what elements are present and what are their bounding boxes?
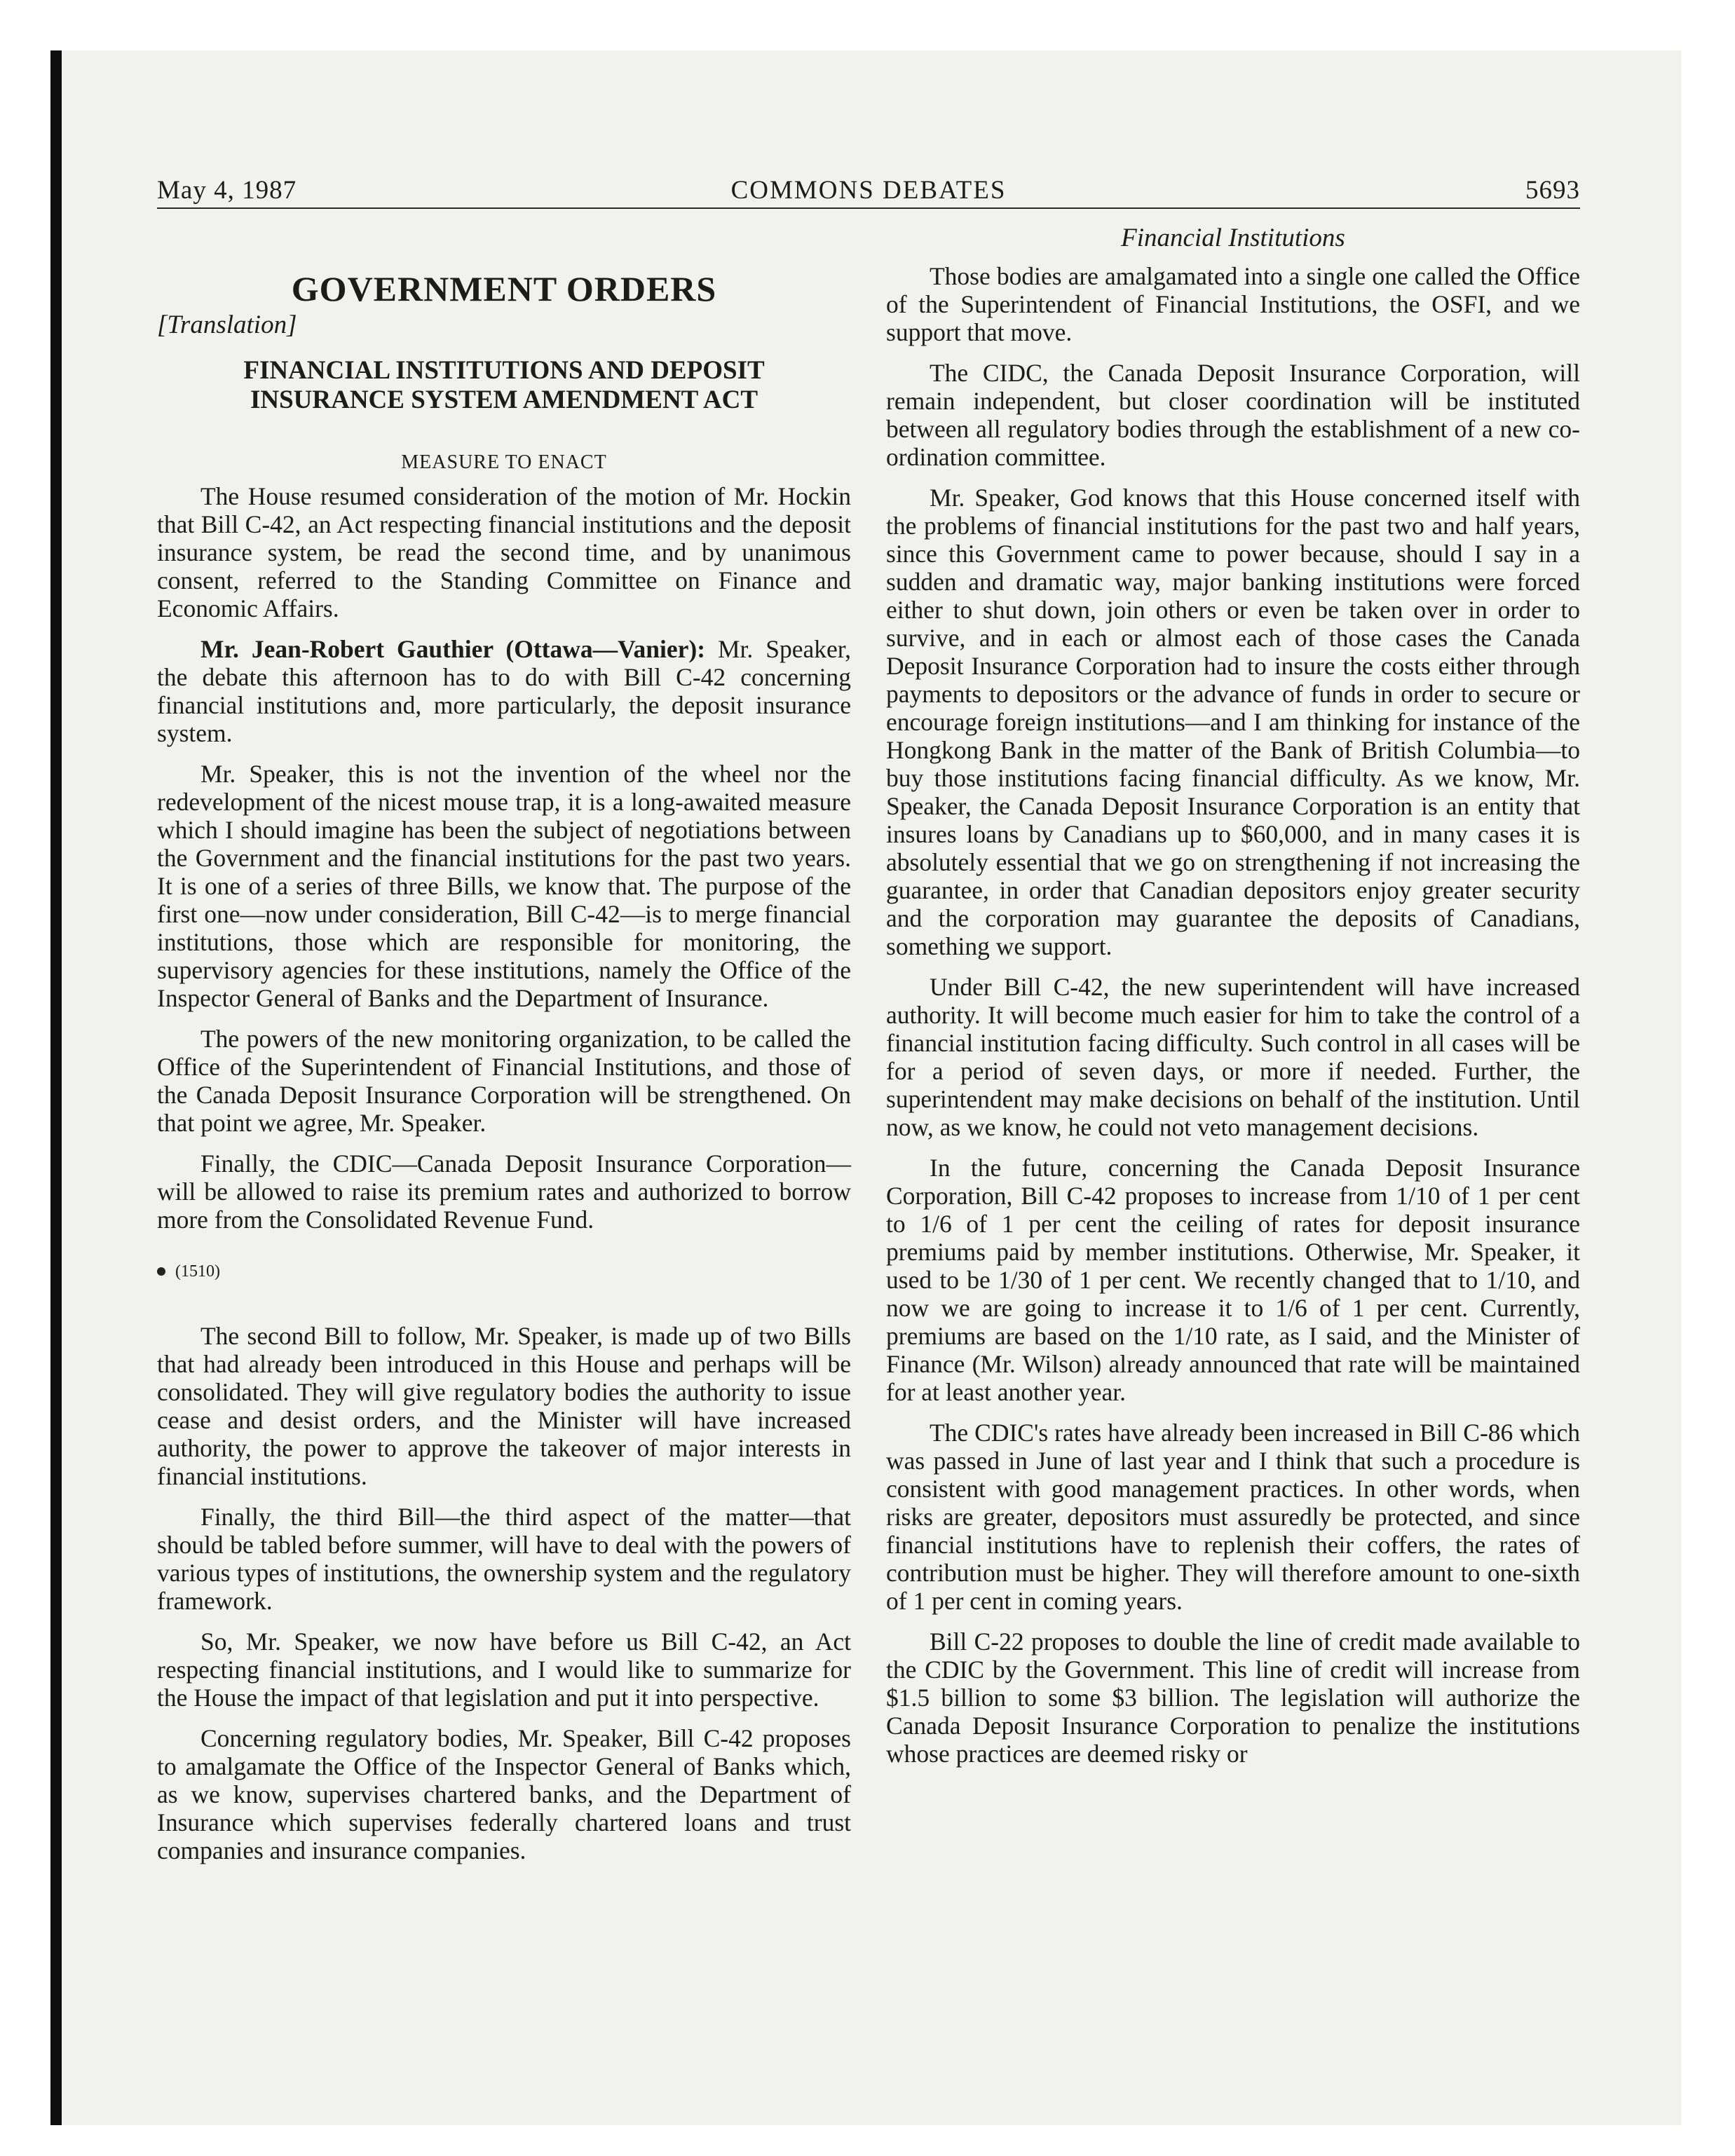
paragraph: The powers of the new monitoring organization, to be called the Office of the Superintendent of Financial Institutions, and those of the Canada Deposit Insurance Corporation will be strengthened. On that point we agree, Mr. Speaker. <box>157 1025 851 1137</box>
paragraph: The CDIC's rates have already been increased in Bill C-86 which was passed in June of last year and I think that such a procedure is consistent with good management practices. In other words, when risks are greater, depositors must assuredly be protected, and since financial institutions have to replenish their coffers, the rates of contribution must be higher. They will therefore amount to one-sixth of 1 per cent in coming years. <box>886 1419 1580 1615</box>
paragraph: The House resumed consideration of the motion of Mr. Hockin that Bill C-42, an Act respecting financial institutions and the deposit insurance system, be read the second time, and by unanimous consent, referred to the Standing Committee on Finance and Economic Affairs. <box>157 482 851 622</box>
speech-text: Mr. Speaker, the debate this afternoon has to do with Bill C-42 concerning financial institutions and, more particularly, the deposit insurance system. <box>157 635 852 747</box>
paragraph: Mr. Speaker, God knows that this House concerned itself with the problems of financial institutions for the past two and half years, since this Government came to power because, should I say in a sudden and dramatic way, major banking institutions were forced either to shut down, join others or even be taken over in order to survive, and in each or almost each of those cases the Canada Deposit Insurance Corporation had to insure the costs either through payments to depositors or the advance of funds in order to secure or encourage foreign institutions—and I am thinking for instance of the Hongkong Bank in the matter of the Bank of British Columbia—to buy those institutions facing financial difficulty. As we know, Mr. Speaker, the Canada Deposit Insurance Corporation is an entity that insures loans by Canadians up to $60,000, and in many cases it is absolutely essential that we go on strengthening if not increasing the guarantee, in order that Canadian depositors enjoy greater security and the corporation may guarantee the deposits of Canadians, something we support. <box>886 484 1580 960</box>
subheading: MEASURE TO ENACT <box>401 451 607 473</box>
running-topic: Financial Institutions <box>1121 224 1345 252</box>
speaker-name: Mr. Jean-Robert Gauthier (Ottawa—Vanier): <box>200 635 706 663</box>
bill-title: FINANCIAL INSTITUTIONS AND DEPOSIT INSURANCE SYSTEM AMENDMENT ACT <box>243 356 765 414</box>
paragraph: The second Bill to follow, Mr. Speaker, is made up of two Bills that had already been introduced in this House and perhaps will be consolidated. They will give regulatory bodies the authority to issue cease and desist orders, and the Minister will have increased authority, the power to approve the takeover of major interests in financial institutions. <box>157 1322 851 1490</box>
paragraph: Concerning regulatory bodies, Mr. Speaker, Bill C-42 proposes to amalgamate the Office of the Inspector General of Banks which, as we know, supervises chartered banks, and the Department of Insurance which supervises federally chartered loans and trust companies and insurance companies. <box>157 1724 851 1864</box>
paragraph: Bill C-22 proposes to double the line of credit made available to the CDIC by the Government. This line of credit will increase from $1.5 billion to some $3 billion. The legislation will authorize the Canada Deposit Insurance Corporation to penalize the institutions whose practices are deemed risky or <box>886 1628 1580 1768</box>
header-rule <box>157 207 1580 209</box>
paragraph: So, Mr. Speaker, we now have before us Bill C-42, an Act respecting financial institutions, and I would like to summarize for the House the impact of that legislation and put it into perspective. <box>157 1628 851 1712</box>
paragraph: Finally, the CDIC—Canada Deposit Insurance Corporation— will be allowed to raise its premium rates and authorized to borrow more from the Consolidated Revenue Fund. <box>157 1149 851 1234</box>
paragraph: Mr. Speaker, this is not the invention of the wheel nor the redevelopment of the nicest mouse trap, it is a long-awaited measure which I should imagine has been the subject of negotiations between the Government and the financial institutions for the past two years. It is one of a series of three Bills, we know that. The purpose of the first one—now under consideration, Bill C-42—is to merge financial institutions, those which are responsible for monitoring, the supervisory agencies for these institutions, namely the Office of the Inspector General of Banks and the Department of Insurance. <box>157 760 851 1012</box>
right-column <box>886 224 1580 1780</box>
translation-note: [Translation] <box>157 311 297 339</box>
timestamp-text: (1510) <box>175 1262 220 1281</box>
paragraph: In the future, concerning the Canada Deposit Insurance Corporation, Bill C-42 proposes to increase from 1/10 of 1 per cent to 1/6 of 1 per cent the ceiling of rates for deposit insurance premiums paid by member institutions. Otherwise, Mr. Speaker, it used to be 1/30 of 1 per cent. We recently changed that to 1/10, and now we are going to increase it to 1/6 of 1 per cent. Currently, premiums are based on the 1/10 rate, as I said, and the Minister of Finance (Mr. Wilson) already announced that rate will be maintained for at least another year. <box>886 1154 1580 1406</box>
header-page-number: 5693 <box>1525 176 1580 205</box>
bullet-dot-icon <box>157 1267 165 1276</box>
left-column <box>157 254 851 1877</box>
header-journal-title: COMMONS DEBATES <box>730 176 1007 205</box>
paragraph <box>157 635 851 747</box>
section-title: GOVERNMENT ORDERS <box>291 269 717 308</box>
timestamp <box>157 1257 851 1285</box>
binding-edge <box>50 50 62 2125</box>
header-date: May 4, 1987 <box>157 176 297 205</box>
running-head <box>157 175 1580 207</box>
paragraph: The CIDC, the Canada Deposit Insurance Corporation, will remain independent, but closer coordination will be instituted between all regulatory bodies through the establishment of a new co-ordination committee. <box>886 359 1580 471</box>
paragraph: Those bodies are amalgamated into a single one called the Office of the Superintendent of Financial Institutions, the OSFI, and we support that move. <box>886 262 1580 346</box>
paragraph: Under Bill C-42, the new superintendent will have increased authority. It will become much easier for him to take the control of a financial institution facing difficulty. Such control in all cases will be for a period of seven days, or more if needed. Further, the superintendent may make decisions on behalf of the institution. Until now, as we know, he could not veto management decisions. <box>886 973 1580 1141</box>
paragraph: Finally, the third Bill—the third aspect of the matter—that should be tabled before summer, will have to deal with the powers of various types of institutions, the ownership system and the regulatory framework. <box>157 1503 851 1615</box>
